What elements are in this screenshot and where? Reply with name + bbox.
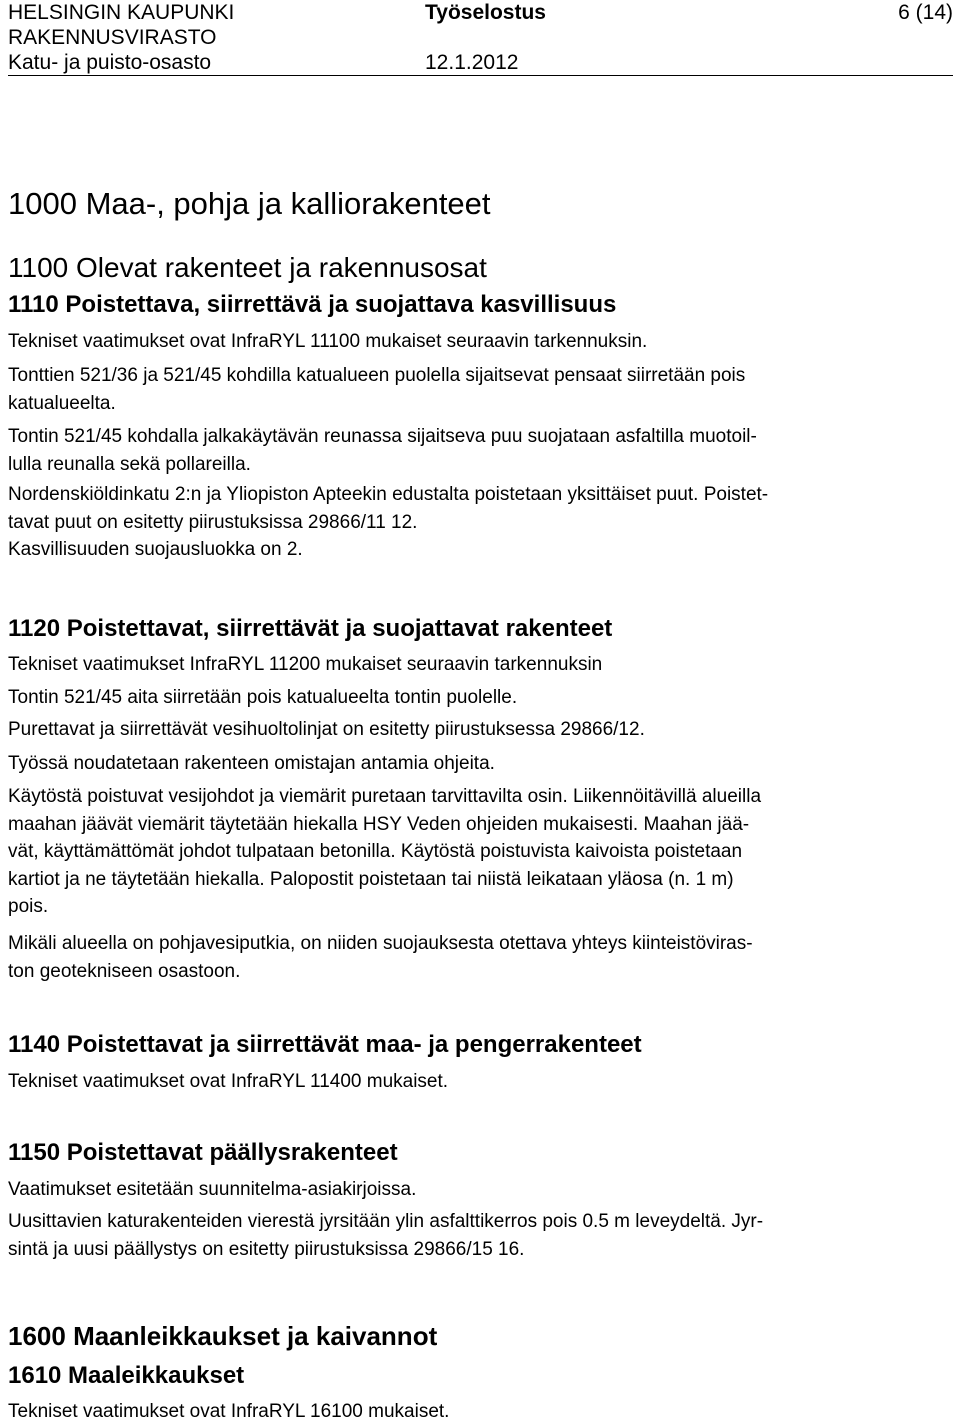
document-date: 12.1.2012 [425,51,519,74]
text-line: Mikäli alueella on pohjavesiputkia, on niiden suojauksesta otettava yhteys kiinteistöviras- [8,933,753,954]
paragraph-1150-milling [8,1208,953,1263]
paragraph-1140-requirements [8,1068,953,1096]
text-line: lulla reunalla sekä pollareilla. [8,453,251,475]
heading-1110: 1110 Poistettava, siirrettävä ja suojattava kasvillisuus [8,291,617,318]
header-divider [8,75,953,76]
paragraph-1120-requirements [8,651,953,679]
paragraph-1120-decommissioned-pipes [8,783,953,921]
organization-block [8,0,234,75]
org-department: RAKENNUSVIRASTO [8,26,217,49]
text-line: katualueelta. [8,392,116,414]
heading-1600: 1600 Maanleikkaukset ja kaivannot [8,1321,438,1351]
paragraph-1120-groundwater [8,930,953,985]
text-line: pois. [8,896,49,917]
text-line: Vaatimukset esitetään suunnitelma-asiakirjoissa. [8,1179,417,1200]
text-line: Tekniset vaatimukset ovat InfraRYL 11100 mukaiset seuraavin tarkennuksin. [8,331,648,352]
text-line: kartiot ja ne täytetään hiekalla. Palopostit poistetaan tai niistä leikataan yläosa (n. 1 m) [8,868,734,890]
document-page [8,0,953,1422]
text-line: Tekniset vaatimukset InfraRYL 11200 mukaiset seuraavin tarkennuksin [8,654,603,675]
paragraph-1150-requirements [8,1176,953,1204]
text-line: maahan jäävät viemärit täytetään hiekalla HSY Veden ohjeiden mukaisesti. Maahan jää- [8,813,750,835]
paragraph-1120-fence [8,684,953,712]
text-line: Uusittavien katurakenteiden vierestä jyrsitään ylin asfalttikerros pois 0.5 m leveydeltä. Jyr- [8,1211,764,1232]
paragraph-1120-owner-instructions [8,750,953,778]
heading-1610: 1610 Maaleikkaukset [8,1362,245,1389]
text-line: Tekniset vaatimukset ovat InfraRYL 16100 mukaiset. [8,1401,450,1422]
heading-1000: 1000 Maa-, pohja ja kalliorakenteet [8,186,491,221]
paragraph-1610-requirements [8,1398,953,1426]
page-number: 6 (14) [898,1,953,24]
page-header [8,0,953,78]
text-line: Työssä noudatetaan rakenteen omistajan antamia ohjeita. [8,753,495,774]
text-line: Tekniset vaatimukset ovat InfraRYL 11400 mukaiset. [8,1071,449,1092]
heading-1150: 1150 Poistettavat päällysrakenteet [8,1139,398,1166]
heading-1120: 1120 Poistettavat, siirrettävät ja suojattavat rakenteet [8,615,613,642]
document-title: Työselostus [425,1,546,24]
text-line: Tontin 521/45 kohdalla jalkakäytävän reunassa sijaitseva puu suojataan asfaltilla muotoil- [8,426,757,447]
text-line: ton geotekniseen osastoon. [8,960,241,982]
text-line: tavat puut on esitetty piirustuksissa 29866/11 12. [8,511,418,533]
paragraph-1110-tree-protection [8,423,953,478]
org-city: HELSINGIN KAUPUNKI [8,1,235,24]
paragraph-1110-requirements [8,328,953,356]
text-line: Käytöstä poistuvat vesijohdot ja viemärit puretaan tarvittavilta osin. Liikennöitävillä alueilla [8,786,762,807]
text-line: Tonttien 521/36 ja 521/45 kohdilla katualueen puolella sijaitsevat pensaat siirretään pois [8,365,746,386]
text-line: Nordenskiöldinkatu 2:n ja Yliopiston Apteekin edustalta poistetaan yksittäiset puut. Poistet- [8,484,769,505]
heading-1100: 1100 Olevat rakenteet ja rakennusosat [8,252,487,283]
org-division: Katu- ja puisto-osasto [8,51,212,74]
text-line: Purettavat ja siirrettävät vesihuoltolinjat on esitetty piirustuksessa 29866/12. [8,719,645,740]
text-line: Tontin 521/45 aita siirretään pois katualueelta tontin puolelle. [8,687,518,708]
text-line: Kasvillisuuden suojausluokka on 2. [8,539,303,560]
text-line: sintä ja uusi päällystys on esitetty piirustuksissa 29866/15 16. [8,1238,525,1260]
text-line: vät, käyttämättömät johdot tulpataan betonilla. Käytöstä poistuvista kaivoista poistetaan [8,841,743,862]
paragraph-1110-shrubs [8,362,953,417]
heading-1140: 1140 Poistettavat ja siirrettävät maa- ja pengerrakenteet [8,1031,642,1058]
paragraph-1120-water-lines [8,716,953,744]
paragraph-1110-tree-removal [8,481,953,564]
